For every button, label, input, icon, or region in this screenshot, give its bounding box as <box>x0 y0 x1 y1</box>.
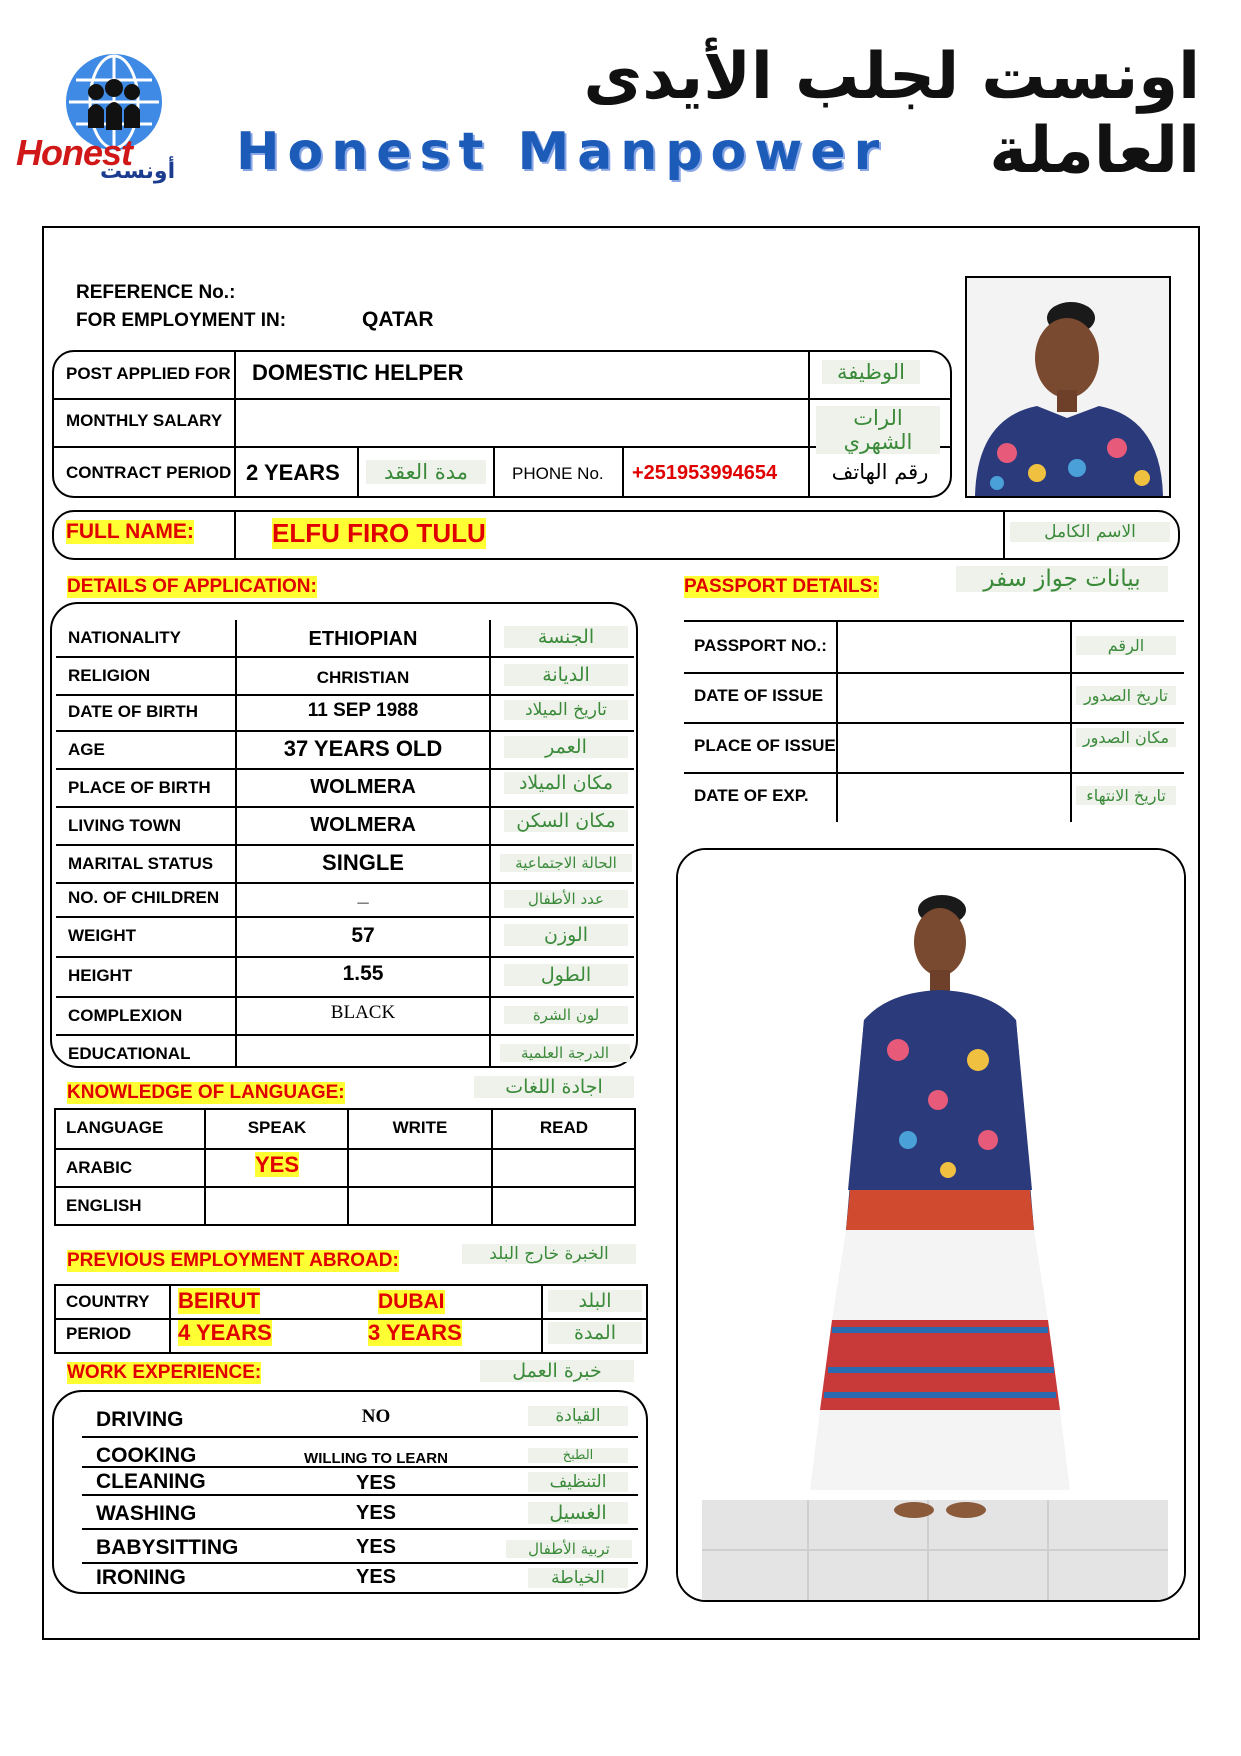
detail-value: WOLMERA <box>310 776 416 798</box>
language-header: LANGUAGE <box>66 1118 164 1137</box>
work-ar: القيادة <box>528 1406 628 1426</box>
detail-label: WEIGHT <box>68 926 136 945</box>
country-1: BEIRUT <box>178 1288 260 1313</box>
work-value: YES <box>355 1536 397 1558</box>
work-ar: التنظيف <box>528 1472 628 1492</box>
fullname-ar: الاسم الكامل <box>1010 522 1170 542</box>
detail-value: CHRISTIAN <box>316 668 410 687</box>
employment-label: FOR EMPLOYMENT IN: <box>76 310 287 331</box>
language-header: WRITE <box>392 1118 448 1137</box>
previous-title-ar: الخبرة خارج البلد <box>462 1244 636 1264</box>
work-title-ar: خبرة العمل <box>480 1360 634 1382</box>
details-title: DETAILS OF APPLICATION: <box>67 576 317 597</box>
language-name: ENGLISH <box>66 1196 142 1215</box>
detail-label: NO. OF CHILDREN <box>68 888 220 907</box>
work-label: WASHING <box>96 1502 197 1525</box>
work-label: IRONING <box>96 1566 186 1589</box>
detail-label: AGE <box>68 740 105 759</box>
full-body-photo <box>676 848 1186 1602</box>
detail-label: COMPLEXION <box>68 1006 183 1025</box>
company-title-ar: اونست لجلب الأيدى العاملة <box>583 40 1200 188</box>
period-1: 4 YEARS <box>178 1320 272 1345</box>
phone-value: +251953994654 <box>632 462 778 484</box>
period-2: 3 YEARS <box>368 1320 462 1345</box>
logo-text-ar: أونست <box>100 158 176 183</box>
work-label: COOKING <box>96 1444 197 1467</box>
salary-label: MONTHLY SALARY <box>66 411 223 430</box>
detail-value: 11 SEP 1988 <box>307 700 419 721</box>
portrait-photo <box>965 276 1171 498</box>
work-value: NO <box>361 1406 391 1427</box>
previous-title: PREVIOUS EMPLOYMENT ABROAD: <box>67 1250 399 1271</box>
work-ar: الغسيل <box>528 1502 628 1524</box>
detail-value: 37 YEARS OLD <box>283 736 443 761</box>
contract-label: CONTRACT PERIOD <box>66 463 232 482</box>
language-header: READ <box>539 1118 589 1137</box>
country-ar: البلد <box>548 1290 642 1312</box>
detail-ar: الديانة <box>504 664 628 686</box>
language-name: ARABIC <box>66 1158 133 1177</box>
work-ar: الطبخ <box>528 1448 628 1463</box>
work-ar: الخياطة <box>528 1568 628 1588</box>
post-value: DOMESTIC HELPER <box>252 360 464 385</box>
detail-ar: الجنسة <box>504 626 628 648</box>
period-ar: المدة <box>548 1322 642 1344</box>
detail-label: EDUCATIONAL <box>68 1044 191 1063</box>
detail-value: ETHIOPIAN <box>308 628 418 650</box>
country-label: COUNTRY <box>66 1292 150 1311</box>
work-label: CLEANING <box>96 1470 206 1493</box>
detail-value: SINGLE <box>322 850 404 875</box>
language-speak-value: YES <box>254 1152 300 1177</box>
post-ar: الوظيفة <box>822 360 920 384</box>
phone-label: PHONE No. <box>512 464 604 483</box>
detail-ar: مكان السكن <box>504 810 628 832</box>
passport-label: DATE OF ISSUE <box>694 686 824 705</box>
reference-label: REFERENCE No.: <box>76 282 236 303</box>
detail-value: _ <box>357 884 369 906</box>
phone-ar: رقم الهاتف <box>831 460 929 484</box>
detail-label: NATIONALITY <box>68 628 182 647</box>
post-label: POST APPLIED FOR <box>66 364 231 383</box>
fullname-value: ELFU FIRO TULU <box>272 518 486 548</box>
passport-label: DATE OF EXP. <box>694 786 809 805</box>
country-2: DUBAI <box>378 1290 445 1313</box>
work-ar: تربية الأطفال <box>506 1540 632 1558</box>
passport-ar: الرقم <box>1076 636 1176 655</box>
salary-ar: الرات الشهري <box>816 406 940 454</box>
work-title: WORK EXPERIENCE: <box>67 1362 262 1383</box>
detail-label: DATE OF BIRTH <box>68 702 199 721</box>
detail-ar: الوزن <box>504 924 628 946</box>
detail-label: PLACE OF BIRTH <box>68 778 211 797</box>
passport-title-ar: بيانات جواز سفر <box>956 566 1168 592</box>
fullname-label: FULL NAME: <box>66 520 194 543</box>
detail-ar: مكان الميلاد <box>504 772 628 794</box>
language-header: SPEAK <box>247 1118 307 1137</box>
detail-value: WOLMERA <box>310 814 416 836</box>
passport-ar: تاريخ الانتهاء <box>1076 786 1176 805</box>
employment-value: QATAR <box>362 308 434 331</box>
work-value: YES <box>355 1566 397 1588</box>
contract-ar: مدة العقد <box>366 460 486 484</box>
work-label: DRIVING <box>96 1408 184 1431</box>
detail-value: BLACK <box>330 1002 396 1023</box>
detail-label: MARITAL STATUS <box>68 854 214 873</box>
logo-text-en: Honest <box>16 132 133 173</box>
passport-label: PLACE OF ISSUE <box>694 736 836 755</box>
work-value: YES <box>355 1472 397 1494</box>
passport-label: PASSPORT NO.: <box>694 636 827 655</box>
detail-label: LIVING TOWN <box>68 816 182 835</box>
period-label: PERIOD <box>66 1324 132 1343</box>
detail-label: RELIGION <box>68 666 151 685</box>
detail-value: 1.55 <box>342 962 384 985</box>
passport-title: PASSPORT DETAILS: <box>684 576 879 597</box>
detail-ar: الطول <box>504 964 628 986</box>
detail-label: HEIGHT <box>68 966 133 985</box>
passport-ar: مكان الصدور <box>1076 728 1176 747</box>
detail-ar: عدد الأطفال <box>504 890 628 908</box>
work-value: YES <box>355 1502 397 1524</box>
language-title: KNOWLEDGE OF LANGUAGE: <box>67 1082 345 1103</box>
detail-value: 57 <box>351 924 375 947</box>
contract-value: 2 YEARS <box>246 460 340 485</box>
detail-ar: العمر <box>504 736 628 758</box>
detail-ar: لون الشرة <box>504 1006 628 1024</box>
language-title-ar: اجادة اللغات <box>474 1076 634 1098</box>
work-value: WILLING TO LEARN <box>304 1450 448 1467</box>
work-label: BABYSITTING <box>96 1536 239 1559</box>
detail-ar: الحالة الاجتماعية <box>500 854 632 872</box>
passport-ar: تاريخ الصدور <box>1076 686 1176 705</box>
language-speak <box>206 1152 348 1178</box>
detail-ar: تاريخ الميلاد <box>504 700 628 720</box>
detail-ar: الدرجة العلمية <box>500 1044 630 1062</box>
company-title-en: Honest Manpower <box>236 122 888 182</box>
